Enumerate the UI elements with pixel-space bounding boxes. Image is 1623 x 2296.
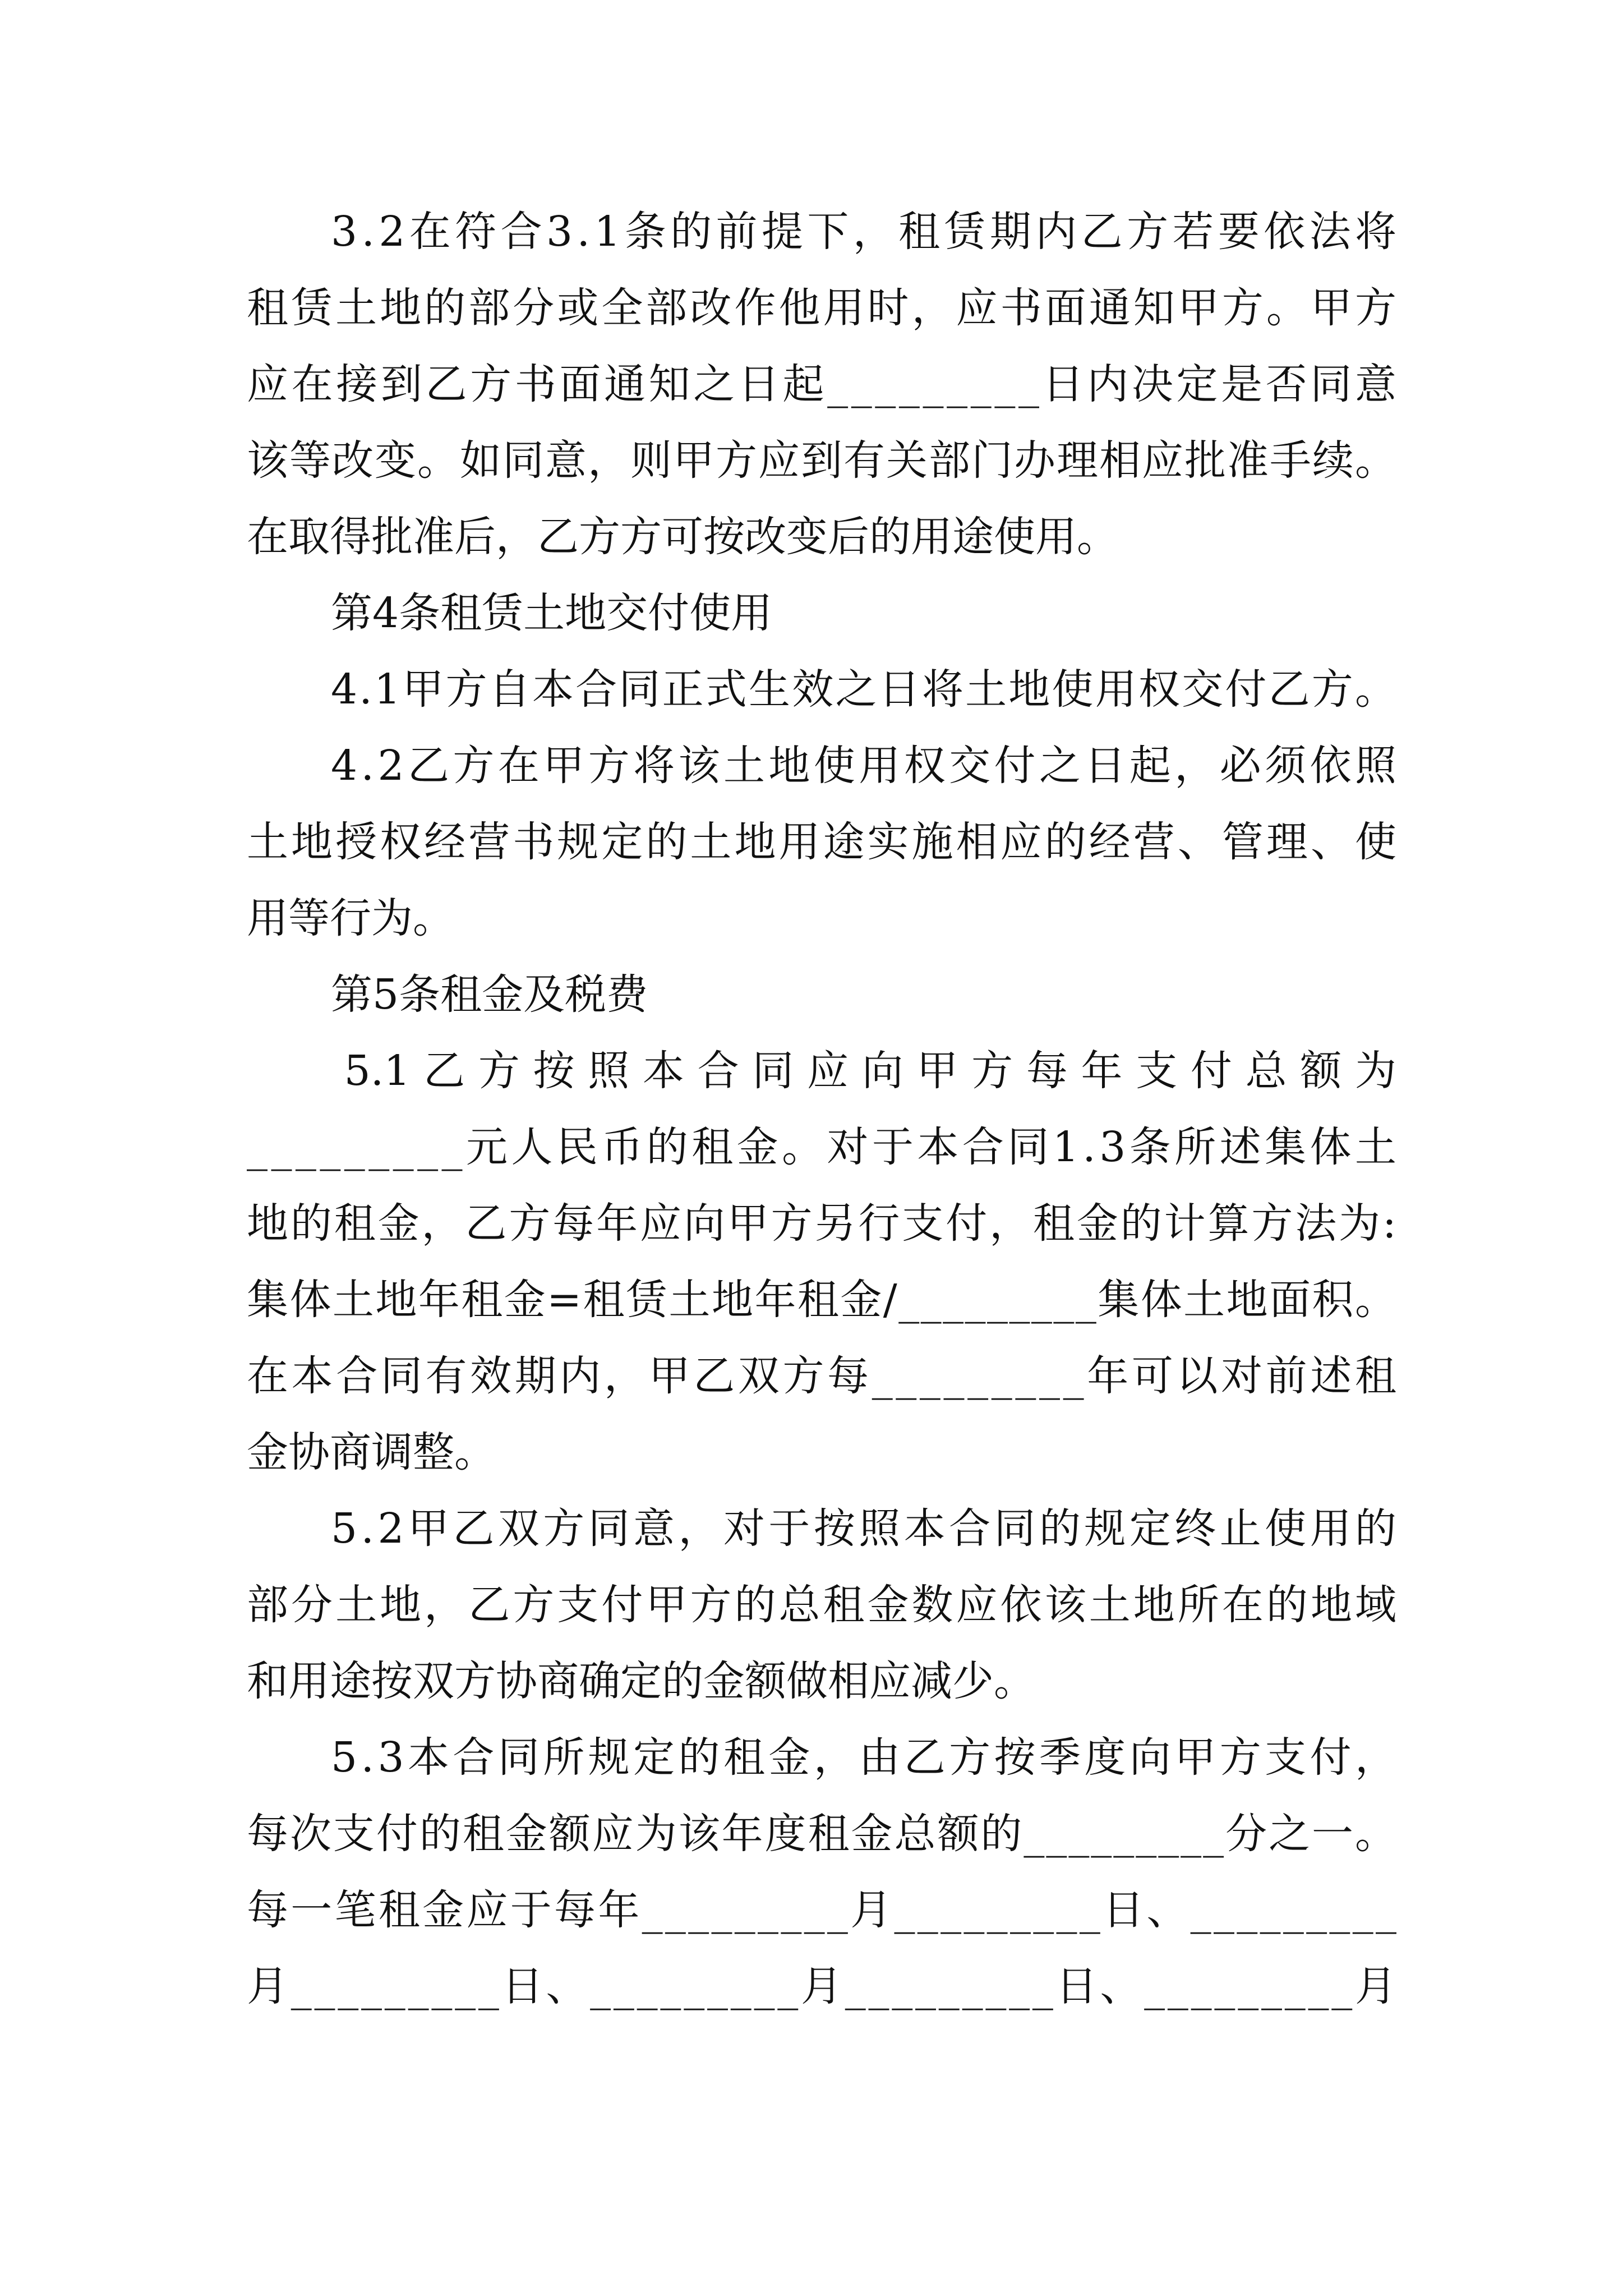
document-page bbox=[247, 194, 1401, 2024]
paragraph-line: 第4条租赁土地交付使用 bbox=[331, 589, 773, 637]
paragraph-line: 5.1 乙 方 按 照 本 合 同 应 向 甲 方 每 年 支 付 总 额 为 bbox=[331, 1047, 1397, 1095]
paragraph-line: 地的租金，乙方每年应向甲方另行支付，租金的计算方法为: bbox=[247, 1199, 1399, 1248]
paragraph-line: 4.2乙方在甲方将该土地使用权交付之日起，必须依照 bbox=[331, 742, 1400, 790]
paragraph-line: 在取得批准后，乙方方可按改变后的用途使用。 bbox=[247, 513, 1118, 561]
paragraph-line: 第5条租金及税费 bbox=[331, 970, 648, 1019]
paragraph-line: 在本合同有效期内，甲乙双方每_________年可以对前述租 bbox=[247, 1352, 1400, 1400]
paragraph-line: 用等行为。 bbox=[247, 894, 454, 942]
paragraph-line: _________元人民币的租金。对于本合同1.3条所述集体土 bbox=[247, 1123, 1400, 1171]
paragraph-line: 该等改变。如同意，则甲方应到有关部门办理相应批准手续。 bbox=[247, 436, 1398, 485]
paragraph-line: 5.3本合同所规定的租金，由乙方按季度向甲方支付， bbox=[331, 1733, 1400, 1782]
paragraph-line: 4.1甲方自本合同正式生效之日将土地使用权交付乙方。 bbox=[331, 665, 1399, 714]
paragraph-line: 金协商调整。 bbox=[247, 1428, 496, 1476]
paragraph-line: 土地授权经营书规定的土地用途实施相应的经营、管理、使 bbox=[247, 818, 1400, 866]
paragraph-line: 集体土地年租金=租赁土地年租金/_________集体土地面积。 bbox=[247, 1276, 1398, 1324]
paragraph-line: 租赁土地的部分或全部改作他用时，应书面通知甲方。甲方 bbox=[247, 284, 1400, 332]
paragraph-line: 部分土地，乙方支付甲方的总租金数应依该土地所在的地域 bbox=[247, 1581, 1400, 1629]
paragraph-line: 每次支付的租金额应为该年度租金总额的_________分之一。 bbox=[247, 1810, 1398, 1858]
paragraph-line: 5.2甲乙双方同意，对于按照本合同的规定终止使用的 bbox=[331, 1504, 1400, 1553]
paragraph-line: 每一笔租金应于每年_________月_________日、_________ bbox=[247, 1886, 1399, 1934]
paragraph-line: 月_________日、_________月_________日、_________月 bbox=[247, 1962, 1399, 2010]
paragraph-line: 和用途按双方协商确定的金额做相应减少。 bbox=[247, 1657, 1035, 1705]
paragraph-line: 应在接到乙方书面通知之日起_________日内决定是否同意 bbox=[247, 360, 1400, 408]
paragraph-line: 3.2在符合3.1条的前提下，租赁期内乙方若要依法将 bbox=[331, 208, 1401, 256]
